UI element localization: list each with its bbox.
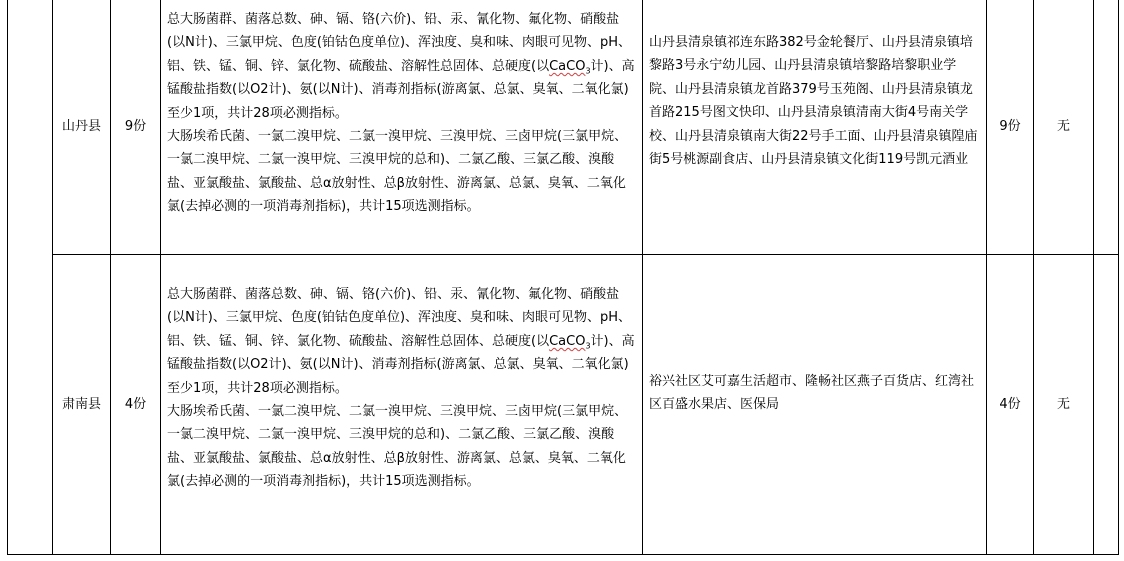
county-cell: 山丹县: [61, 119, 101, 135]
table-border-count-right: [160, 0, 161, 555]
required-items-text: 总大肠菌群、菌落总数、砷、镉、铬(六价)、铅、汞、氰化物、氟化物、硝酸盐(以N计)、三氯甲烷、色度(铂钴色度单位)、浑浊度、臭和味、肉眼可见物、pH、铝、铁、锰、铜、锌、氯化物、硫酸盐、溶解性总固体、总硬度(以CaCO$_3$计)、高锰酸盐指数(以O2计)、氨(以N计)、消毒剂指标(游离氯、总氯、臭氧、二氧化氯)至少1项，共计28项必测指标。: [167, 287, 635, 396]
test-items-cell: [167, 8, 637, 219]
sample-count-cell: 9份: [124, 119, 147, 135]
table-border-left: [7, 0, 8, 555]
chemical-formula: CaCO$_3$: [549, 58, 591, 76]
sample-count-cell: 4份: [124, 396, 147, 412]
remark-cell: 无: [1056, 119, 1070, 135]
test-items-cell: [167, 283, 637, 494]
table-border-bottom: [7, 554, 1119, 555]
sampling-locations-cell: 裕兴社区艾可嘉生活超市、隆畅社区燕子百货店、红湾社区百盛水果店、医保局: [649, 374, 975, 413]
county-cell: 肃南县: [61, 396, 101, 412]
table-border-items-right: [642, 0, 643, 555]
sampling-locations-cell: 山丹县清泉镇祁连东路382号金轮餐厅、山丹县清泉镇培黎路3号永宁幼儿园、山丹县清泉镇培黎路培黎职业学院、山丹县清泉镇龙首路379号玉苑阁、山丹县清泉镇龙首路215号图文快印、山丹县清泉镇清南大街4号南关学校、山丹县清泉镇南大街22号手工面、山丹县清泉镇隍庙街5号桃源副食店、山丹县清泉镇文化街119号凯元酒业: [649, 35, 978, 168]
remark-cell: 无: [1056, 396, 1070, 412]
required-items-text: 总大肠菌群、菌落总数、砷、镉、铬(六价)、铅、汞、氰化物、氟化物、硝酸盐(以N计)、三氯甲烷、色度(铂钴色度单位)、浑浊度、臭和味、肉眼可见物、pH、铝、铁、锰、铜、锌、氯化物、硫酸盐、溶解性总固体、总硬度(以CaCO$_3$计)、高锰酸盐指数(以O2计)、氨(以N计)、消毒剂指标(游离氯、总氯、臭氧、二氧化氯)至少1项，共计28项必测指标。: [167, 12, 635, 121]
table-border-right: [1118, 0, 1119, 555]
row-divider: [52, 254, 1119, 255]
table-border-remark-right: [1093, 0, 1094, 555]
sample-count2-cell: 9份: [999, 119, 1021, 135]
optional-items-text: 大肠埃希氏菌、一氯二溴甲烷、二氯一溴甲烷、三溴甲烷、三卤甲烷(三氯甲烷、一氯二溴甲烷、二氯一溴甲烷、三溴甲烷的总和)、二氯乙酸、三氯乙酸、溴酸盐、亚氯酸盐、氯酸盐、总α放射性、总β放射性、游离氯、总氯、臭氧、二氧化氯(去掉必测的一项消毒剂指标)，共计15项选测指标。: [167, 404, 628, 490]
chemical-formula: CaCO$_3$: [549, 333, 591, 351]
optional-items-text: 大肠埃希氏菌、一氯二溴甲烷、二氯一溴甲烷、三溴甲烷、三卤甲烷(三氯甲烷、一氯二溴甲烷、二氯一溴甲烷、三溴甲烷的总和)、二氯乙酸、三氯乙酸、溴酸盐、亚氯酸盐、氯酸盐、总α放射性、总β放射性、游离氯、总氯、臭氧、二氧化氯(去掉必测的一项消毒剂指标)，共计15项选测指标。: [167, 129, 628, 215]
sample-count2-cell: 4份: [999, 396, 1021, 412]
